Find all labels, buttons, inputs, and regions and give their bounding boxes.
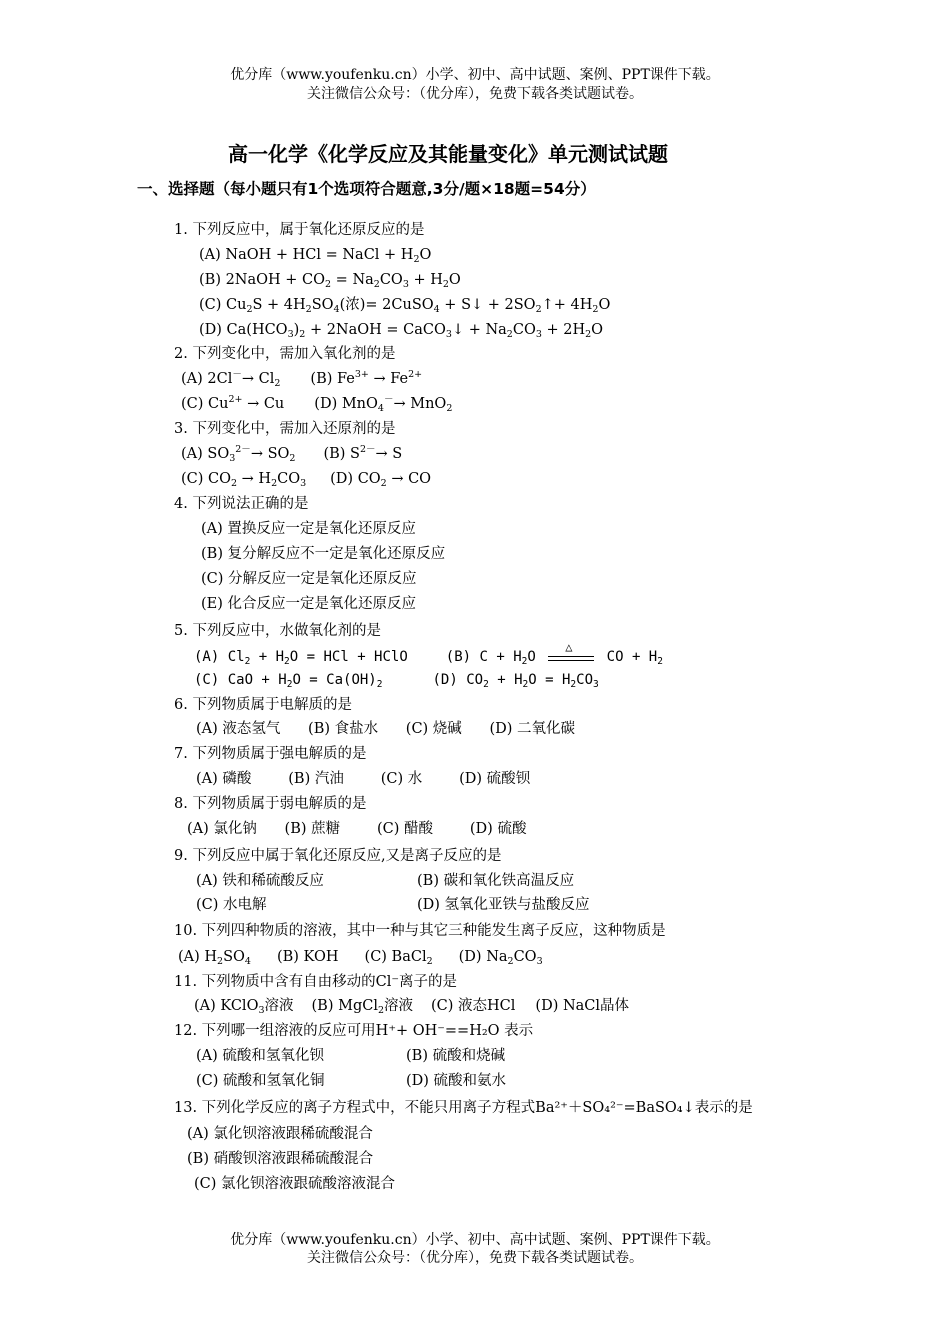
question-4-stem: 4. 下列说法正确的是 — [174, 496, 309, 512]
question-5-options-row-2: (C) CaO + $H_2O = Ca(OH)_2$ (D) $CO_2 + H_2O = H_2CO_3$ — [194, 672, 599, 690]
question-1-stem: 1. 下列反应中，属于氧化还原反应的是 — [174, 222, 425, 238]
question-5-options-row-1: (A) $Cl_2 + H_2O$ = HCl + HClO (B) $C + H_2O$ △ CO + $H_2$ — [194, 640, 663, 667]
question-12-stem: 12. 下列哪一组溶液的反应可用H⁺+ OH⁻==H₂O 表示 — [174, 1023, 534, 1039]
question-9-option-b: (B) 碳和氧化铁高温反应 — [417, 873, 575, 889]
question-6-stem: 6. 下列物质属于电解质的是 — [174, 697, 352, 713]
question-4-option-a: (A) 置换反应一定是氧化还原反应 — [201, 521, 416, 537]
question-13-stem: 13. 下列化学反应的离子方程式中，不能只用离子方程式Ba²⁺＋SO₄²⁻=BaSO₄↓表示的是 — [174, 1100, 753, 1116]
question-12-option-d: (D) 硫酸和氨水 — [406, 1073, 507, 1089]
question-1-option-c: (C) $Cu_2S + 4H_2SO_4$(浓)= 2CuSO$_4$ + S↓ + $2SO_2↑+ 4H_2O$ — [199, 297, 611, 315]
heat-equilibrium-sign: △ — [548, 650, 594, 664]
question-9-option-c: (C) 水电解 — [196, 897, 267, 913]
question-11-options: (A) KClO$_3$溶液 (B) MgCl$_2$溶液 (C) 液态HCl (D) NaCl晶体 — [194, 998, 630, 1016]
question-6-options: (A) 液态氢气 (B) 食盐水 (C) 烧碱 (D) 二氧化碳 — [196, 721, 576, 737]
question-8-options: (A) 氯化钠 (B) 蔗糖 (C) 醋酸 (D) 硫酸 — [187, 821, 527, 837]
question-9-option-a: (A) 铁和稀硫酸反应 — [196, 873, 324, 889]
question-8-stem: 8. 下列物质属于弱电解质的是 — [174, 796, 367, 812]
question-11-stem: 11. 下列物质中含有自由移动的Cl⁻离子的是 — [174, 974, 458, 990]
question-7-stem: 7. 下列物质属于强电解质的是 — [174, 746, 367, 762]
question-12-option-a: (A) 硫酸和氢氧化钡 — [196, 1048, 324, 1064]
question-13-option-a: (A) 氯化钡溶液跟稀硫酸混合 — [187, 1126, 373, 1142]
section-heading: 一、选择题（每小题只有1个选项符合题意,3分/题×18题=54分） — [137, 180, 596, 198]
question-4-option-e: (E) 化合反应一定是氧化还原反应 — [201, 596, 417, 612]
question-2-stem: 2. 下列变化中，需加入氧化剂的是 — [174, 346, 396, 362]
question-12-option-c: (C) 硫酸和氢氧化铜 — [196, 1073, 325, 1089]
question-1-option-d: (D) $Ca(HCO_3)_2$ + 2NaOH = CaCO$_3$↓ + $Na_2CO_3 + 2H_2O$ — [199, 322, 604, 340]
footer-line-2: 关注微信公众号：（优分库），免费下载各类试题试卷。 — [307, 1250, 643, 1266]
question-3-stem: 3. 下列变化中，需加入还原剂的是 — [174, 421, 396, 437]
question-5-stem: 5. 下列反应中，水做氧化剂的是 — [174, 623, 381, 639]
question-10-stem: 10. 下列四种物质的溶液，其中一种与其它三种能发生离子反应，这种物质是 — [174, 923, 666, 939]
question-13-option-b: (B) 硝酸钡溶液跟稀硫酸混合 — [187, 1151, 374, 1167]
question-1-option-b: (B) 2NaOH + $CO_2 = Na_2CO_3 + H_2O$ — [199, 272, 461, 290]
question-2-options-row-2: (C) $Cu^{2+} \to Cu$ (D) MnO$_4$－→ MnO$_2$ — [181, 394, 453, 414]
question-7-options: (A) 磷酸 (B) 汽油 (C) 水 (D) 硫酸钡 — [196, 771, 531, 787]
question-3-options-row-1: (A) $SO_3^{2-}\to SO_2$ (B) $S^{2-}\to S$ — [181, 444, 403, 464]
question-9-option-d: (D) 氢氧化亚铁与盐酸反应 — [417, 897, 590, 913]
header-line-2: 关注微信公众号：（优分库），免费下载各类试题试卷。 — [307, 86, 643, 102]
question-4-option-b: (B) 复分解反应不一定是氧化还原反应 — [201, 546, 446, 562]
question-9-stem: 9. 下列反应中属于氧化还原反应,又是离子反应的是 — [174, 848, 502, 864]
question-3-options-row-2: (C) $CO_2 \to H_2CO_3$ (D) $CO_2$ → CO — [181, 471, 432, 489]
question-13-option-c: (C) 氯化钡溶液跟硫酸溶液混合 — [194, 1176, 396, 1192]
question-1-option-a: (A) NaOH + HCl = NaCl + $H_2O$ — [199, 247, 432, 265]
question-2-options-row-1: (A) $2Cl^-\to Cl_2$ (B) $Fe^{3+} \to Fe^{2+}$ — [181, 369, 423, 389]
question-12-option-b: (B) 硫酸和烧碱 — [406, 1048, 506, 1064]
question-4-option-c: (C) 分解反应一定是氧化还原反应 — [201, 571, 417, 587]
page-title: 高一化学《化学反应及其能量变化》单元测试试题 — [228, 142, 668, 166]
footer-line-1: 优分库（www.youfenku.cn）小学、初中、高中试题、案例、PPT课件下载。 — [230, 1232, 720, 1248]
question-10-options: (A) $H_2SO_4$ (B) KOH (C) BaCl$_2$ (D) $Na_2CO_3$ — [178, 949, 543, 967]
header-line-1: 优分库（www.youfenku.cn）小学、初中、高中试题、案例、PPT课件下载。 — [230, 67, 720, 83]
